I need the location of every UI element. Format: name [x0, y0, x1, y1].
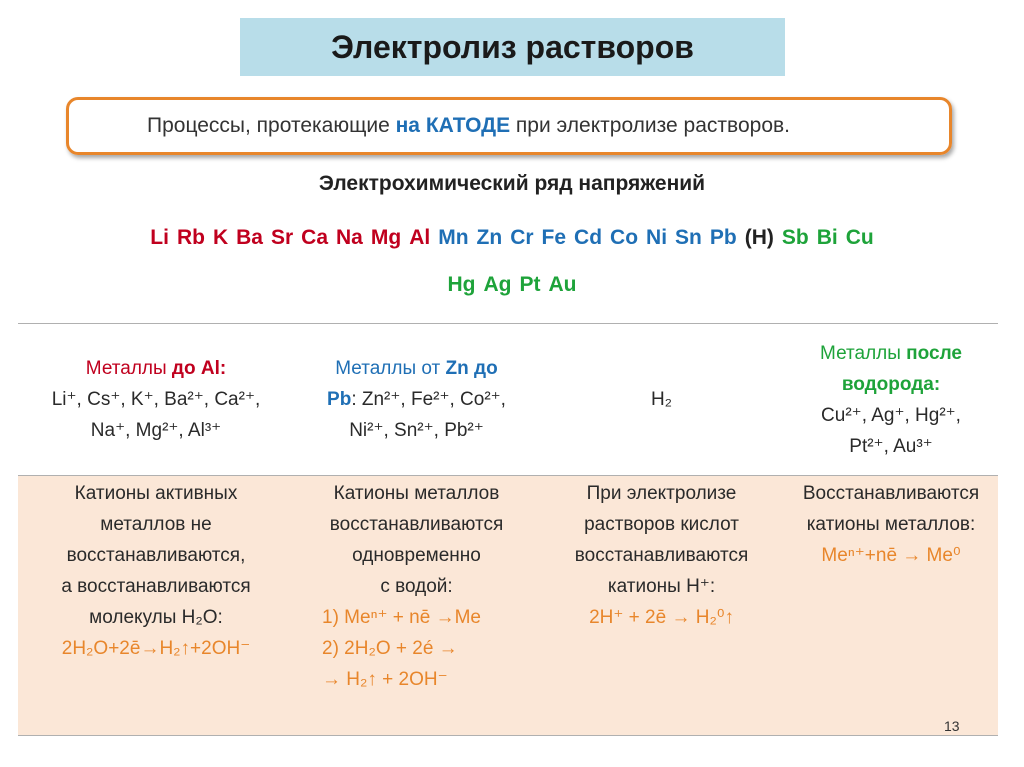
heading-bold: до Al:	[171, 358, 227, 379]
cell-metals-after-h	[784, 324, 998, 475]
text-line: восстанавливаются,	[66, 545, 246, 566]
reaction-formula: → H₂↑ + 2OH⁻	[322, 669, 448, 690]
cell-heading	[294, 353, 539, 384]
element-symbol: Sb	[781, 226, 809, 249]
element-symbol: Sn	[675, 226, 702, 249]
element-symbol: Pb	[709, 226, 737, 249]
text-line: При электролизе	[586, 483, 737, 504]
element-symbol: Fe	[541, 226, 567, 249]
cell-noble-cations	[784, 476, 998, 734]
text-line: металлов не	[100, 514, 212, 535]
element-symbol: Ag	[483, 273, 512, 296]
reaction-formula: 2H₂O+2ē→H₂↑+2OH⁻	[61, 638, 251, 659]
ions-line: Pt²⁺, Au³⁺	[849, 435, 933, 457]
element-symbol: Ca	[301, 226, 329, 249]
table-bottom-border	[18, 735, 998, 736]
slide-title	[240, 18, 785, 76]
cell-heading-2: водорода:	[841, 373, 941, 395]
callout-highlight: на КАТОДЕ	[395, 114, 511, 137]
ions-line: Ni²⁺, Sn²⁺, Pb²⁺	[349, 420, 484, 441]
cell-heading	[784, 338, 998, 369]
cell-hydrogen	[539, 324, 784, 475]
text-line: Катионы металлов	[333, 483, 500, 504]
heading-bold: Pb	[327, 389, 352, 410]
element-symbol: Mn	[438, 226, 469, 249]
heading-part: Металлы	[85, 358, 172, 379]
text-line: восстанавливаются	[574, 545, 749, 566]
text-line: одновременно	[352, 545, 481, 566]
element-symbol: Bi	[816, 226, 838, 249]
hydrogen-label: H₂	[650, 389, 673, 410]
heading-part: Металлы от	[335, 358, 446, 379]
ions-line: Li⁺, Cs⁺, K⁺, Ba²⁺, Ca²⁺,	[51, 389, 261, 410]
cell-metals-zn-to-pb	[294, 324, 539, 475]
cathode-table	[18, 323, 998, 736]
ions-line: Cu²⁺, Ag⁺, Hg²⁺,	[821, 404, 961, 426]
text-line: катионы H⁺:	[607, 576, 716, 597]
element-symbol: Pt	[519, 273, 541, 296]
callout-before: Процессы, протекающие	[147, 114, 396, 137]
element-symbol: Ba	[236, 226, 263, 249]
activity-series-row-1	[0, 226, 1024, 250]
element-symbol: Na	[336, 226, 363, 249]
cathode-callout-text	[147, 114, 790, 138]
element-symbol: Hg	[447, 273, 476, 296]
element-symbol: Rb	[176, 226, 205, 249]
heading-bold: Zn до	[445, 358, 498, 379]
element-symbol: Li	[150, 226, 169, 249]
cell-acid-electrolysis	[539, 476, 784, 734]
text-line: с водой:	[380, 576, 453, 597]
reaction-formula: 2H⁺ + 2ē → H₂⁰↑	[589, 607, 734, 628]
text-line: Катионы активных	[74, 483, 238, 504]
cell-simultaneous-reduction	[294, 476, 539, 734]
element-symbol: Al	[409, 226, 431, 249]
element-symbol: K	[212, 226, 229, 249]
reaction-formula: Meⁿ⁺+nē → Me⁰	[821, 545, 961, 566]
reaction-formula: 1) Meⁿ⁺ + nē →Me	[322, 607, 481, 628]
heading-bold: после	[906, 342, 962, 364]
element-symbol: Co	[610, 226, 639, 249]
heading-part: Металлы	[820, 342, 907, 364]
reaction-formula: 2) 2H₂O + 2é →	[322, 638, 458, 659]
series-title: Электрохимический ряд напряжений	[318, 172, 706, 195]
text-line: Восстанавливаются	[802, 483, 980, 504]
slide-title-text: Электролиз растворов	[331, 28, 694, 65]
callout-after: при электролизе растворов.	[510, 114, 790, 137]
element-symbol: Au	[548, 273, 577, 296]
element-symbol: Cd	[574, 226, 603, 249]
cathode-callout	[66, 97, 952, 155]
text-line: восстанавливаются	[329, 514, 504, 535]
cell-heading	[18, 353, 294, 384]
element-symbol: Ni	[646, 226, 668, 249]
ions-text: : Zn²⁺, Fe²⁺, Co²⁺,	[351, 389, 506, 410]
element-symbol: Mg	[370, 226, 402, 249]
ions-line	[294, 384, 539, 415]
ions-line: Na⁺, Mg²⁺, Al³⁺	[90, 420, 222, 441]
element-symbol: (H)	[744, 226, 774, 249]
element-symbol: Cr	[510, 226, 534, 249]
text-line: катионы металлов:	[806, 514, 976, 535]
cell-active-cations	[18, 476, 294, 734]
activity-series-row-2	[0, 273, 1024, 297]
page-number: 13	[944, 718, 960, 734]
element-symbol: Sr	[270, 226, 294, 249]
text-line: молекулы H₂O:	[89, 607, 223, 628]
text-line: растворов кислот	[584, 514, 739, 535]
text-line: а восстанавливаются	[61, 576, 251, 597]
cell-metals-before-al	[18, 324, 294, 475]
element-symbol: Zn	[476, 226, 503, 249]
element-symbol: Cu	[845, 226, 874, 249]
